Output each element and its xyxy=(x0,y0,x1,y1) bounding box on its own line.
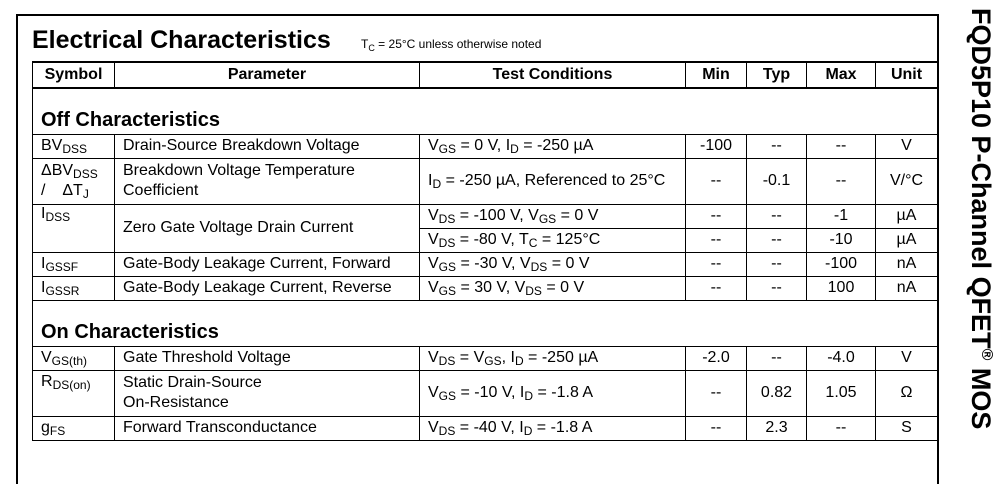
temperature-note: $T_C = 25^\circ C$ unless otherwise noted xyxy=(361,37,542,53)
section-row-off xyxy=(33,88,938,134)
electrical-characteristics-table xyxy=(32,61,938,441)
typ-cell: -- xyxy=(747,276,807,300)
max-cell: 1.05 xyxy=(807,370,876,416)
typ-cell: -0.1 xyxy=(747,158,807,204)
unit-cell: µA xyxy=(876,204,938,228)
max-cell: -4.0 xyxy=(807,346,876,370)
symbol-cell: $I_{DSS}$ xyxy=(33,204,115,228)
min-cell: -- xyxy=(686,370,747,416)
table-row xyxy=(33,346,938,370)
min-cell: -- xyxy=(686,252,747,276)
symbol-cell-empty xyxy=(33,228,115,252)
conditions-cell: $I_D = -250$ µA, Referenced to 25°C xyxy=(420,158,686,204)
table-row xyxy=(33,276,938,300)
min-cell: -- xyxy=(686,276,747,300)
unit-cell: V xyxy=(876,134,938,158)
conditions-cell: $V_{GS} = 0$ V, $I_D = -250$ µA xyxy=(420,134,686,158)
table-header-row xyxy=(33,62,938,88)
parameter-cell: Zero Gate Voltage Drain Current xyxy=(115,204,420,252)
parameter-cell: Gate-Body Leakage Current, Reverse xyxy=(115,276,420,300)
unit-cell: nA xyxy=(876,252,938,276)
column-header-parameter: Parameter xyxy=(115,62,420,88)
column-header-min: Min xyxy=(686,62,747,88)
typ-cell: 0.82 xyxy=(747,370,807,416)
parameter-cell: Gate-Body Leakage Current, Forward xyxy=(115,252,420,276)
side-title-strip xyxy=(956,8,996,472)
conditions-cell: $V_{GS} = 30$ V, $V_{DS} = 0$ V xyxy=(420,276,686,300)
unit-cell: µA xyxy=(876,228,938,252)
min-cell: -- xyxy=(686,416,747,440)
column-header-conditions: Test Conditions xyxy=(420,62,686,88)
section-row-on xyxy=(33,300,938,346)
symbol-cell: $I_{GSSF}$ xyxy=(33,252,115,276)
section-title: Electrical Characteristics xyxy=(32,26,331,54)
table-row xyxy=(33,416,938,440)
column-header-typ: Typ xyxy=(747,62,807,88)
min-cell: -- xyxy=(686,204,747,228)
unit-cell: Ω xyxy=(876,370,938,416)
conditions-cell: $V_{GS} = -30$ V, $V_{DS} = 0$ V xyxy=(420,252,686,276)
symbol-cell: $g_{FS}$ xyxy=(33,416,115,440)
min-cell: -2.0 xyxy=(686,346,747,370)
max-cell: -- xyxy=(807,134,876,158)
typ-cell: 2.3 xyxy=(747,416,807,440)
max-cell: -- xyxy=(807,416,876,440)
max-cell: -100 xyxy=(807,252,876,276)
max-cell: -1 xyxy=(807,204,876,228)
section-heading-off: Off Characteristics xyxy=(33,88,938,134)
max-cell: 100 xyxy=(807,276,876,300)
typ-cell: -- xyxy=(747,228,807,252)
column-header-symbol: Symbol xyxy=(33,62,115,88)
min-cell: -- xyxy=(686,228,747,252)
parameter-cell: Forward Transconductance xyxy=(115,416,420,440)
side-title: FQD5P10 P-Channel QFET® MOS xyxy=(966,8,996,430)
parameter-cell: Gate Threshold Voltage xyxy=(115,346,420,370)
symbol-cell: $BV_{DSS}$ xyxy=(33,134,115,158)
column-header-max: Max xyxy=(807,62,876,88)
conditions-cell: $V_{DS} = -80$ V, $T_C = 125^\circ C$ xyxy=(420,228,686,252)
unit-cell: S xyxy=(876,416,938,440)
typ-cell: -- xyxy=(747,204,807,228)
conditions-cell: $V_{GS} = -10$ V, $I_D = -1.8$ A xyxy=(420,370,686,416)
min-cell: -- xyxy=(686,158,747,204)
typ-cell: -- xyxy=(747,134,807,158)
table-row xyxy=(33,252,938,276)
max-cell: -10 xyxy=(807,228,876,252)
conditions-cell: $V_{DS} = -100$ V, $V_{GS} = 0$ V xyxy=(420,204,686,228)
unit-cell: V xyxy=(876,346,938,370)
table-row xyxy=(33,134,938,158)
typ-cell: -- xyxy=(747,346,807,370)
unit-cell: nA xyxy=(876,276,938,300)
parameter-cell: Drain-Source Breakdown Voltage xyxy=(115,134,420,158)
symbol-cell: $\Delta BV_{DSS}$ / $\Delta T_J$ xyxy=(33,158,115,204)
conditions-cell: $V_{DS} = V_{GS}$, $I_D = -250$ µA xyxy=(420,346,686,370)
symbol-cell: $V_{GS(th)}$ xyxy=(33,346,115,370)
typ-cell: -- xyxy=(747,252,807,276)
parameter-cell: Static Drain-Source On-Resistance xyxy=(115,370,420,416)
unit-cell: V/°C xyxy=(876,158,938,204)
symbol-cell: $I_{GSSR}$ xyxy=(33,276,115,300)
symbol-cell: $R_{DS(on)}$ xyxy=(33,370,115,416)
table-row xyxy=(33,158,938,204)
section-heading-on: On Characteristics xyxy=(33,300,938,346)
table-row xyxy=(33,204,938,228)
parameter-cell: Breakdown Voltage Temperature Coefficient xyxy=(115,158,420,204)
conditions-cell: $V_{DS} = -40$ V, $I_D = -1.8$ A xyxy=(420,416,686,440)
column-header-unit: Unit xyxy=(876,62,938,88)
max-cell: -- xyxy=(807,158,876,204)
min-cell: -100 xyxy=(686,134,747,158)
table-row xyxy=(33,370,938,416)
